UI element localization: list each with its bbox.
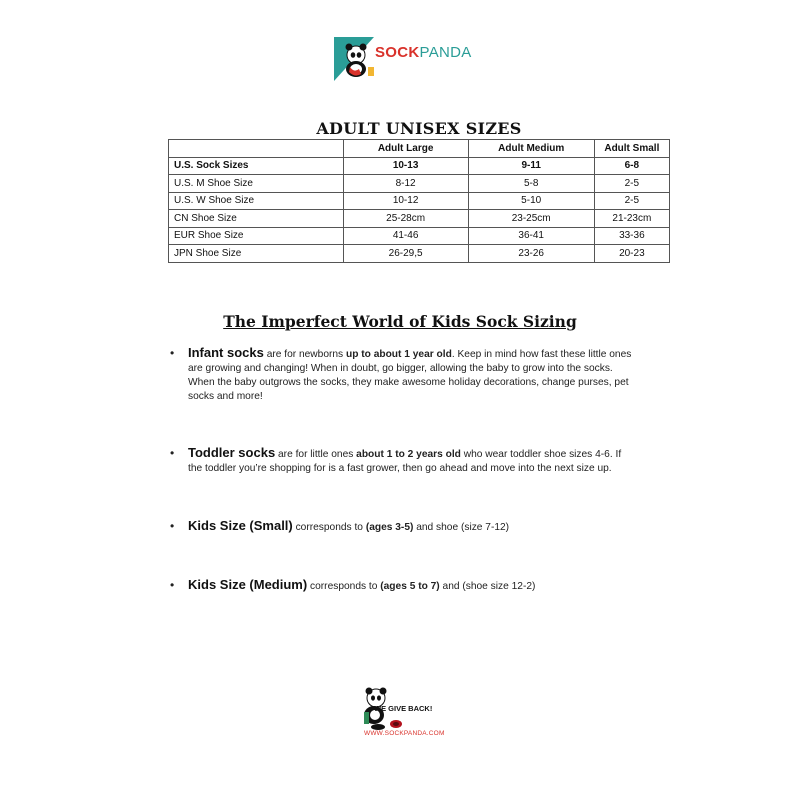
bullet-text: and shoe (size 7-12)	[413, 522, 510, 533]
table-cell: 8-12	[343, 175, 468, 193]
row-label: EUR Shoe Size	[169, 227, 344, 245]
table-cell: 26-29,5	[343, 245, 468, 263]
table-cell: 25-28cm	[343, 210, 468, 228]
panda-logo-icon	[334, 37, 378, 81]
list-item-toddler	[170, 445, 633, 476]
bullet-text: are for little ones	[275, 449, 357, 460]
table-row	[169, 192, 670, 210]
table-cell: 6-8	[594, 157, 669, 175]
bullet-text: corresponds to	[292, 522, 366, 533]
brand-wordmark: SOCKPANDA	[375, 44, 472, 61]
column-header: Adult Large	[343, 140, 468, 158]
table-cell: 20-23	[594, 245, 669, 263]
row-label: U.S. W Shoe Size	[169, 192, 344, 210]
bullet-text: are for newborns	[263, 349, 346, 360]
give-back-text: WE GIVE BACK!	[374, 704, 433, 713]
bullet-text: . Keep in mind how fast these little ones are growing and changing! When in doubt, go bigger, allowing the baby to grow into the socks. When the baby outgrows the socks, they make awesome holiday decorations, change purses, pet socks and more!	[188, 349, 632, 402]
table-cell: 5-10	[468, 192, 594, 210]
column-header: Adult Small	[594, 140, 669, 158]
table-cell: 23-26	[468, 245, 594, 263]
table-cell: 33-36	[594, 227, 669, 245]
table-cell: 36-41	[468, 227, 594, 245]
bullet-text: corresponds to	[307, 581, 381, 592]
website-url: WWW.SOCKPANDA.COM	[364, 730, 445, 737]
bullet-bold: (ages 3-5)	[365, 522, 414, 533]
bullet-icon: •	[170, 446, 175, 460]
bullet-lead: Infant socks	[188, 345, 264, 360]
adult-sizes-table	[168, 139, 670, 263]
table-row	[169, 157, 670, 175]
table-row	[169, 175, 670, 193]
bullet-icon: •	[170, 519, 175, 533]
bullet-text: and (shoe size 12-2)	[439, 581, 536, 592]
bullet-lead: Toddler socks	[188, 445, 276, 460]
table-cell: 2-5	[594, 175, 669, 193]
list-item-infant	[170, 345, 633, 404]
row-label: U.S. M Shoe Size	[169, 175, 344, 193]
table-cell: 23-25cm	[468, 210, 594, 228]
bullet-icon: •	[170, 578, 175, 592]
list-item-kids-small	[170, 518, 633, 535]
row-label: CN Shoe Size	[169, 210, 344, 228]
table-cell: 5-8	[468, 175, 594, 193]
table-row	[169, 210, 670, 228]
bullet-bold: about 1 to 2 years old	[356, 449, 461, 460]
bullet-bold: (ages 5 to 7)	[380, 581, 440, 592]
table-row	[169, 245, 670, 263]
table-cell: 21-23cm	[594, 210, 669, 228]
table-row	[169, 227, 670, 245]
column-header: Adult Medium	[468, 140, 594, 158]
bullet-lead: Kids Size (Medium)	[188, 577, 308, 592]
table-cell: 41-46	[343, 227, 468, 245]
table-cell: 2-5	[594, 192, 669, 210]
row-label: JPN Shoe Size	[169, 245, 344, 263]
bullet-lead: Kids Size (Small)	[188, 518, 293, 533]
adult-sizes-title: ADULT UNISEX SIZES	[316, 119, 522, 138]
list-item-kids-medium	[170, 577, 633, 594]
table-cell: 10-13	[343, 157, 468, 175]
kids-sizing-title: The Imperfect World of Kids Sock Sizing	[223, 312, 577, 331]
bullet-bold: up to about 1 year old	[345, 349, 452, 360]
table-header-row	[169, 140, 670, 158]
row-label: U.S. Sock Sizes	[169, 157, 344, 175]
table-cell: 10-12	[343, 192, 468, 210]
column-header	[169, 140, 344, 158]
bullet-icon: •	[170, 346, 175, 360]
table-cell: 9-11	[468, 157, 594, 175]
sockpanda-logo	[334, 37, 472, 81]
bullet-text: who wear toddler shoe sizes 4-6. If the toddler you’re shopping for is a fast grower, then go ahead and move into the next size up.	[188, 449, 622, 474]
